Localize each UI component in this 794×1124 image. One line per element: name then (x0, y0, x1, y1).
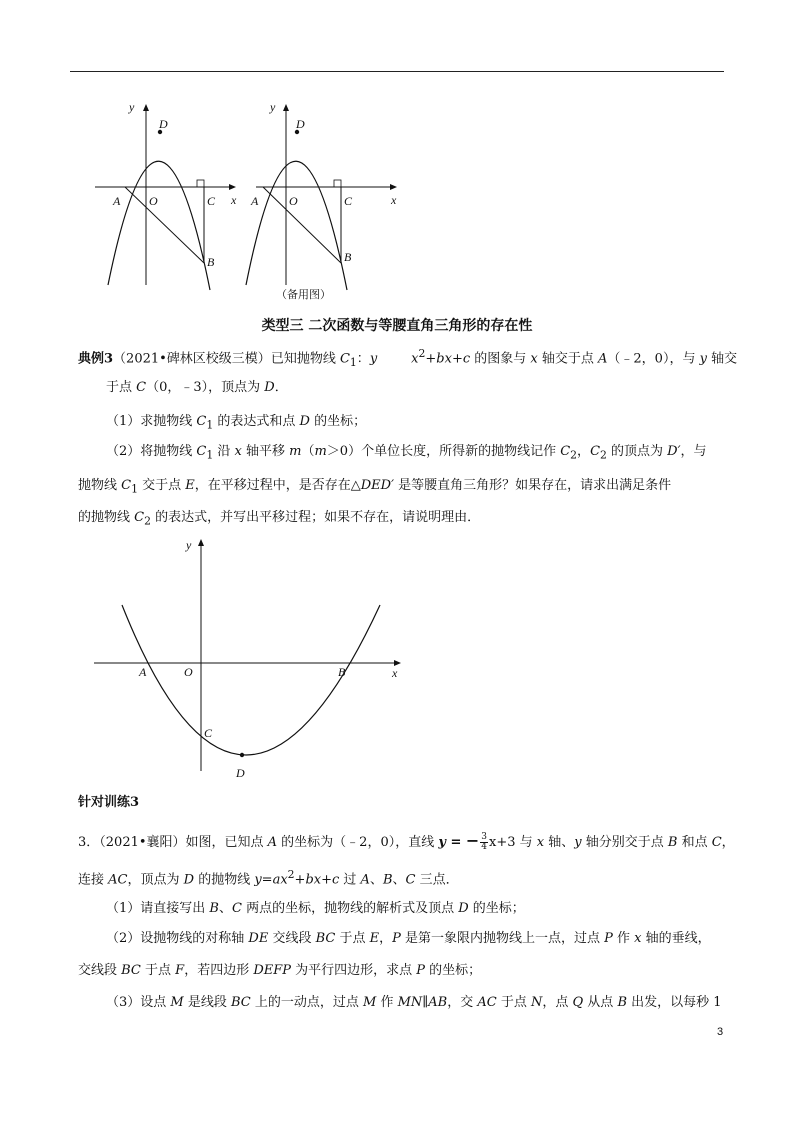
example-question-2-line-2: 抛物线 $C_1$ 交于点 E，在平移过程中，是否存在△DED′ 是等腰直角三角形？如果存在，请求出满足条件 (78, 478, 672, 496)
label-a: A (251, 194, 259, 208)
label-b: B (207, 255, 215, 269)
right-angle-mark (197, 180, 204, 187)
training-question-1: （1）请直接写出 B、C 两点的坐标，抛物线的解析式及顶点 D 的坐标； (106, 901, 525, 916)
label-c: C (207, 194, 216, 208)
label-x: x (231, 193, 237, 207)
label-c: C (204, 726, 213, 740)
example-question-2-line-1: （2）将抛物线 $C_1$ 沿 x 轴平移 m（m＞0）个单位长度，所得新的抛物线记作 $C_2$，$C_2$ 的顶点为 D′，与 (106, 444, 707, 462)
example-question-1: （1）求抛物线 $C_1$ 的表达式和点 D 的坐标； (106, 414, 367, 432)
label-b: B (344, 250, 352, 264)
section-heading: 类型三 二次函数与等腰直角三角形的存在性 (261, 318, 533, 334)
label-c: C (344, 194, 353, 208)
segment-ab (125, 187, 204, 263)
top-figures (85, 95, 415, 295)
training-heading: 针对训练3 (78, 795, 140, 810)
example-line-2: 于点 C（0，﹣3），顶点为 D． (106, 380, 288, 395)
label-y: y (186, 538, 192, 552)
label-o: O (184, 665, 193, 679)
figure-main (95, 100, 237, 290)
training-question-3: （3）设点 M 是线段 BC 上的一动点，过点 M 作 MN∥AB，交 AC 于点 N，点 Q 从点 B 出发，以每秒 1 (106, 995, 722, 1010)
training-question-2-line-2: 交线段 BC 于点 F，若四边形 DEFP 为平行四边形，求点 P 的坐标； (78, 963, 482, 978)
vertex-point (240, 753, 244, 757)
label-a: A (139, 665, 147, 679)
label-y: y (129, 100, 135, 114)
label-x: x (392, 666, 398, 680)
label-b: B (338, 665, 346, 679)
label-d: D (159, 117, 168, 131)
example-figure (90, 535, 410, 785)
parabola (108, 161, 210, 290)
label-y: y (270, 100, 276, 114)
label-a: A (113, 194, 121, 208)
training-question-2-line-1: （2）设抛物线的对称轴 DE 交线段 BC 于点 E，P 是第一象限内抛物线上一点，过点 P 作 x 轴的垂线， (106, 931, 711, 946)
label-x: x (391, 193, 397, 207)
label-d: D (236, 766, 245, 780)
figure-spare (246, 100, 397, 290)
training-line-1: 3．（2021•襄阳）如图，已知点 A 的坐标为（﹣2，0），直线 y = − $\frac{3}{4}$ x+3 与 x 轴、y 轴分别交于点 B 和点 C， (78, 831, 735, 852)
right-angle-mark (334, 180, 341, 187)
figure-caption: （备用图） (276, 288, 331, 301)
parabola (246, 161, 347, 290)
label-d: D (296, 117, 305, 131)
example-question-2-line-3: 的抛物线 $C_2$ 的表达式，并写出平移过程；如果不存在，请说明理由． (78, 510, 481, 528)
page-number: 3 (717, 1026, 724, 1038)
example-label: 典例3 (78, 351, 114, 367)
training-line-2: 连接 AC，顶点为 D 的抛物线 $y=ax^2+bx+c$ 过 A、B、C 三点． (78, 868, 459, 888)
header-rule (70, 71, 724, 72)
parabola (122, 605, 380, 755)
fraction: $\frac{3}{4}$ (481, 832, 488, 852)
segment-ab (263, 187, 341, 263)
example-line-1: 典例3（2021•碑林区校级三模）已知抛物线 $C_1$：y $x^2+bx+c$ 的图象与 x 轴交于点 A（﹣2，0），与 y 轴交 (78, 347, 738, 369)
label-o: O (289, 194, 298, 208)
label-o: O (149, 194, 158, 208)
